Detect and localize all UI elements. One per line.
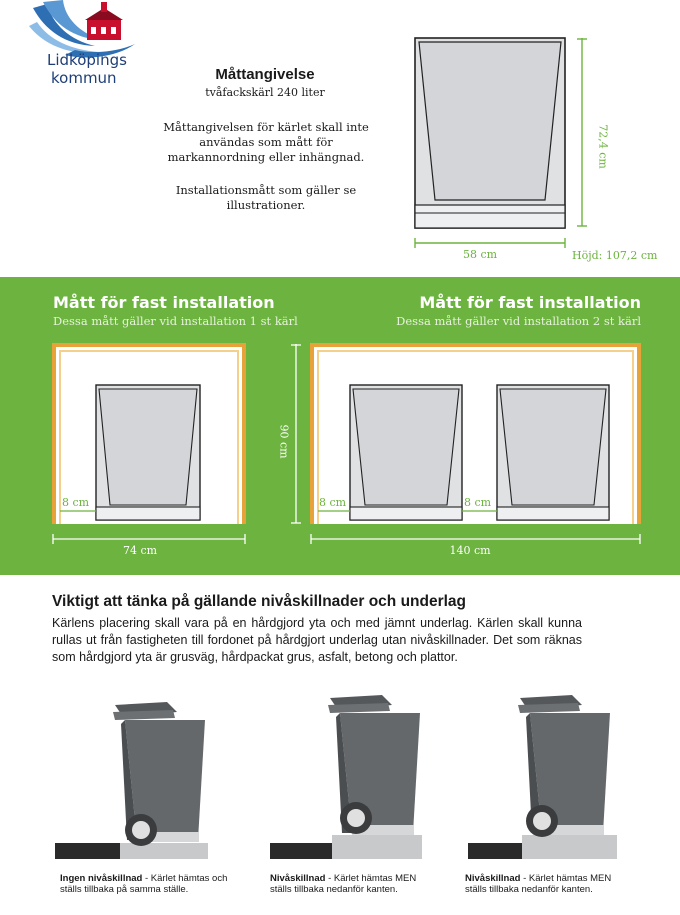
single-width-dimension [52, 534, 247, 544]
installation-depth-label: 90 cm [277, 424, 291, 459]
bin-illustration-step-down-2 [463, 690, 643, 870]
info-heading: Viktigt att tänka på gällande nivåskillnader och underlag [52, 593, 467, 610]
info-body: Kärlens placering skall vara på en hårdgjord yta och med jämnt underlag. Kärlen skall kunna rullas ut från fastigheten till fordonet på hårdgjort underlag utan nivåskillnader. Det som räknas som hårdgjord yta är grusväg, hårdpackat grus, asfalt, betong och plattor. [52, 616, 582, 664]
logo-text-line1: Lidköpings [47, 51, 127, 69]
single-gap-label: 8 cm [62, 496, 90, 509]
double-width-label: 140 cm [449, 544, 491, 557]
width-dimension-line [405, 238, 575, 248]
installation-depth-dimension [291, 344, 301, 524]
caption-bold: Nivåskillnad [270, 873, 326, 884]
logo-text-line2: kommun [51, 69, 117, 87]
waste-bin-icon [518, 695, 610, 837]
caption-bold: Nivåskillnad [465, 873, 521, 884]
waste-bin-icon [328, 695, 420, 835]
installation-left-subtitle: Dessa mått gäller vid installation 1 st kärl [53, 314, 298, 328]
bin-outline [415, 38, 565, 228]
bin-outline [96, 385, 200, 520]
installation-left-title: Mått för fast installation [53, 293, 275, 312]
installation-right-subtitle: Dessa mått gäller vid installation 2 st kärl [396, 314, 641, 328]
double-width-dimension [310, 534, 642, 544]
caption-level-ground [60, 873, 240, 895]
top-bin-width-label: 58 cm [462, 248, 498, 261]
bin-top-view-diagram [405, 30, 575, 250]
top-bin-height-label: Höjd: 107,2 cm [572, 249, 658, 262]
double-gap-label-2: 8 cm [464, 496, 492, 509]
installation-right-title: Mått för fast installation [419, 293, 641, 312]
page-subtitle: tvåfackskärl 240 liter [205, 86, 325, 99]
bin-illustration-level-ground [55, 690, 235, 870]
header-paragraph-2: Installationsmått som gäller se illustrationer. [175, 183, 357, 212]
logo [25, 0, 145, 90]
header-paragraph-1: Måttangivelsen för kärlet skall inte användas som mått för markannordning eller inhängnad. [163, 120, 369, 164]
caption-text: - Kärlet hämtas och ställs tillbaka på samma ställe. [60, 873, 228, 895]
waste-bin-icon [113, 702, 205, 846]
bin-outline [350, 385, 462, 520]
page-title: Måttangivelse [215, 66, 315, 83]
depth-dimension-line [577, 38, 587, 228]
caption-bold: Ingen nivåskillnad [60, 873, 143, 884]
bin-outline [497, 385, 609, 520]
caption-text: - Kärlet hämtas MEN ställs tillbaka nedanför kanten. [465, 873, 612, 895]
caption-step-down-1 [270, 873, 435, 895]
single-width-label: 74 cm [122, 544, 158, 557]
caption-step-down-2 [465, 873, 630, 895]
top-bin-depth-label: 72,4 cm [596, 124, 610, 169]
double-gap-label-1: 8 cm [319, 496, 347, 509]
caption-text: - Kärlet hämtas MEN ställs tillbaka nedanför kanten. [270, 873, 417, 895]
bin-illustration-step-down-1 [265, 690, 445, 870]
